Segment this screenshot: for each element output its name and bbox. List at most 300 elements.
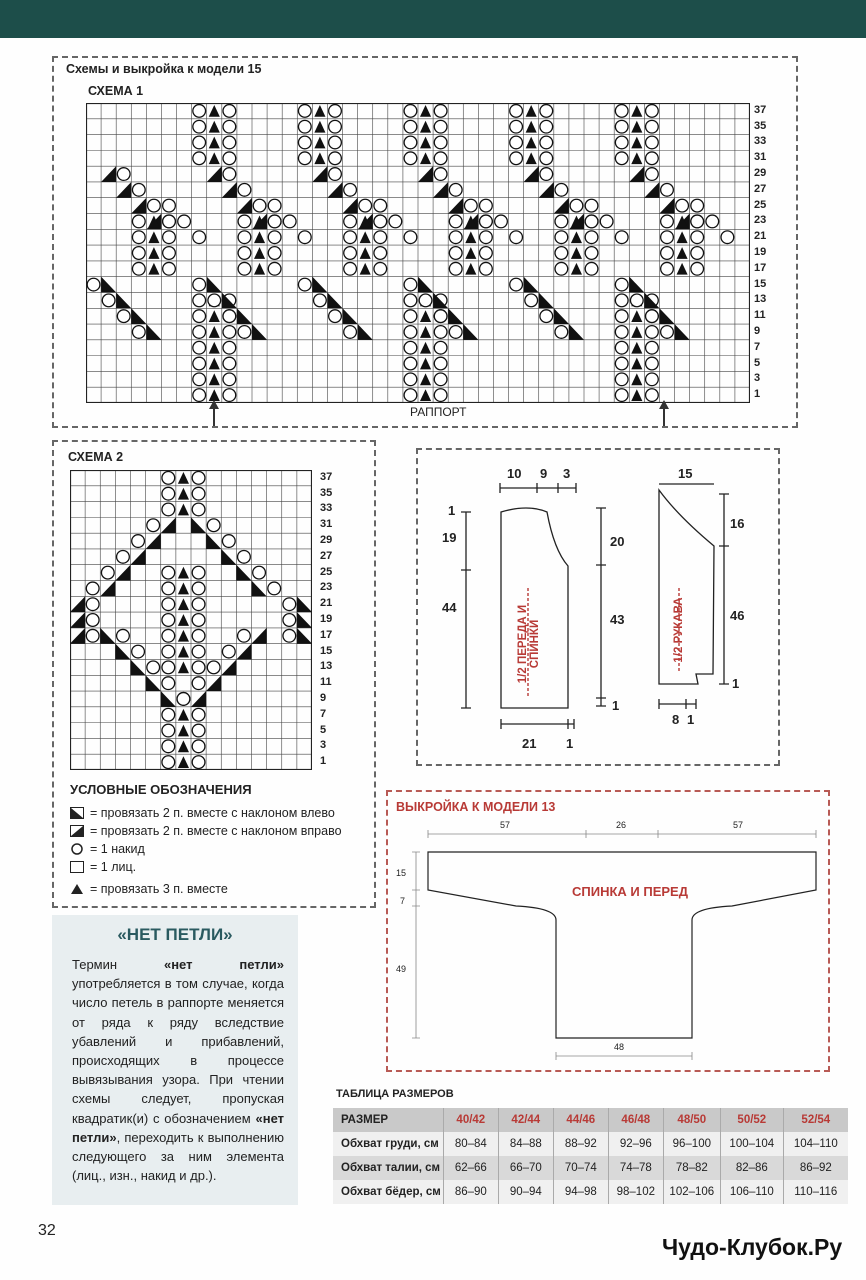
left-decrease-mark [221, 549, 236, 565]
yarn-over-mark [223, 310, 236, 323]
right-decrease-mark [252, 628, 267, 644]
triple-decrease-mark [465, 247, 476, 259]
yarn-over-mark [510, 152, 523, 165]
row-number: 37 [320, 470, 333, 483]
yarn-over-mark [223, 357, 236, 370]
yarn-over-mark [646, 357, 659, 370]
triple-decrease-mark [631, 389, 642, 401]
left-decrease-mark [629, 277, 644, 293]
yarn-over-mark [329, 152, 342, 165]
left-decrease-mark [146, 675, 161, 691]
left-decrease-mark [327, 292, 342, 308]
yarn-over-mark [192, 566, 205, 579]
left-decrease-mark [100, 628, 115, 644]
pattern13-drawing [386, 790, 830, 1072]
yarn-over-mark [329, 168, 342, 181]
triple-decrease-mark [526, 152, 537, 164]
triple-decrease-mark [465, 231, 476, 243]
yarn-over-mark [615, 389, 628, 402]
triple-decrease-mark [209, 121, 220, 133]
row-number: 13 [320, 660, 333, 673]
yarn-over-mark [132, 535, 145, 548]
right-decrease-mark [222, 182, 237, 198]
yarn-over-mark [162, 472, 175, 485]
right-decrease-mark [70, 596, 85, 612]
right-decrease-mark [448, 198, 463, 214]
yarn-over-mark [661, 326, 674, 339]
yarn-over-mark [449, 183, 462, 196]
yarn-over-mark [163, 199, 176, 212]
yarn-over-mark [193, 278, 206, 291]
top-banner [0, 0, 866, 38]
left-decrease-mark [161, 691, 176, 707]
left-decrease-mark [252, 324, 267, 340]
yarn-over-mark [434, 341, 447, 354]
yarn-over-mark [162, 629, 175, 642]
triple-decrease-mark [677, 263, 688, 275]
yarn-over-mark [193, 326, 206, 339]
yarn-over-mark [222, 645, 235, 658]
yarn-over-mark [434, 168, 447, 181]
yarn-over-mark [404, 341, 417, 354]
triple-decrease-mark [209, 152, 220, 164]
row-number: 31 [754, 151, 767, 164]
pattern15-drawing [416, 448, 780, 766]
triple-decrease-mark [631, 310, 642, 322]
right-decrease-mark [237, 198, 252, 214]
yarn-over-mark [132, 247, 145, 260]
triple-decrease-mark [209, 137, 220, 149]
yarn-over-mark [555, 262, 568, 275]
right-decrease-mark [659, 198, 674, 214]
yarn-over-mark [615, 278, 628, 291]
yarn-over-mark [646, 373, 659, 386]
row-number: 21 [320, 597, 333, 610]
yarn-over-mark [117, 629, 130, 642]
right-decrease-mark [115, 565, 130, 581]
left-decrease-mark [297, 612, 312, 628]
scheme2-title: СХЕМА 2 [68, 450, 124, 464]
yarn-over-mark [132, 645, 145, 658]
yarn-over-mark [223, 152, 236, 165]
yarn-over-mark [585, 215, 598, 228]
yarn-over-mark [222, 535, 235, 548]
left-decrease-mark [659, 308, 674, 324]
triple-decrease-mark [631, 358, 642, 370]
yarn-over-mark [193, 136, 206, 149]
yarn-over-mark [434, 152, 447, 165]
yarn-over-mark [646, 326, 659, 339]
yarn-over-mark [268, 199, 281, 212]
size-table-title: ТАБЛИЦА РАЗМЕРОВ [336, 1088, 454, 1100]
yarn-over-mark [207, 661, 220, 674]
triple-decrease-mark [148, 247, 159, 259]
right-decrease-mark [131, 549, 146, 565]
yarn-over-mark [193, 105, 206, 118]
triple-decrease-mark [178, 661, 189, 673]
right-decrease-mark [236, 644, 251, 660]
yarn-over-mark [615, 294, 628, 307]
yarn-over-mark [207, 519, 220, 532]
yarn-over-mark [238, 326, 251, 339]
right-decrease-mark [206, 675, 221, 691]
yarn-over-mark [661, 231, 674, 244]
yarn-over-mark [268, 582, 281, 595]
row-number: 15 [754, 277, 767, 290]
yarn-over-mark [691, 199, 704, 212]
row-number: 17 [754, 261, 767, 274]
repeat-label: РАППОРТ [410, 405, 467, 419]
yarn-over-mark [162, 582, 175, 595]
yarn-over-mark [283, 215, 296, 228]
yarn-over-mark [374, 199, 387, 212]
yarn-over-mark [359, 199, 372, 212]
yarn-over-mark [615, 231, 628, 244]
yarn-over-mark [162, 677, 175, 690]
yarn-over-mark [208, 294, 221, 307]
triple-decrease-mark [178, 614, 189, 626]
row-number: 13 [754, 293, 767, 306]
left-decrease-mark [297, 628, 312, 644]
row-number: 21 [754, 230, 767, 243]
yarn-over-mark [615, 341, 628, 354]
yarn-over-mark [555, 183, 568, 196]
yarn-over-mark [87, 278, 100, 291]
yarn-over-mark [344, 326, 357, 339]
row-number: 11 [320, 676, 332, 689]
repeat-start-arrow [213, 408, 215, 426]
row-number: 19 [320, 613, 333, 625]
row-number: 33 [320, 502, 333, 515]
row-number: 3 [754, 372, 761, 385]
triple-decrease-mark [571, 231, 582, 243]
yarn-over-mark [223, 120, 236, 133]
yarn-over-mark [298, 231, 311, 244]
yarn-over-mark [329, 310, 342, 323]
yarn-over-mark [86, 582, 99, 595]
yarn-over-mark [192, 724, 205, 737]
yarn-over-mark [193, 294, 206, 307]
yarn-over-mark [283, 598, 296, 611]
triple-decrease-mark [178, 646, 189, 658]
yarn-over-mark [540, 152, 553, 165]
yarn-over-mark [192, 708, 205, 721]
yarn-over-mark [193, 152, 206, 165]
yarn-over-mark [434, 310, 447, 323]
left-decrease-mark [252, 581, 267, 597]
yarn-over-mark [238, 215, 251, 228]
right-decrease-mark [100, 581, 115, 597]
yarn-over-mark [192, 582, 205, 595]
yarn-over-mark [449, 262, 462, 275]
half-front-back-label: 1/2 ПЕРЕДА И СПИНКИ [517, 604, 541, 684]
yarn-over-mark [555, 247, 568, 260]
size-table-header: РАЗМЕР 40/42 42/44 44/46 46/48 48/50 50/52 52/54 [333, 1108, 848, 1132]
left-decrease-mark [297, 596, 312, 612]
row-number: 5 [320, 723, 327, 736]
yarn-over-mark [404, 278, 417, 291]
yarn-over-mark [147, 661, 160, 674]
triple-decrease-mark [677, 247, 688, 259]
yarn-over-mark [585, 262, 598, 275]
legend-item-left-slant: = провязать 2 п. вместе с наклоном влево [70, 806, 335, 820]
scheme1-row-numbers [754, 103, 784, 403]
triple-decrease-mark [631, 137, 642, 149]
triple-decrease-mark [677, 231, 688, 243]
triple-decrease-mark [314, 137, 325, 149]
triple-decrease-mark [420, 105, 431, 117]
triple-decrease-mark [148, 263, 159, 275]
triple-decrease-mark [209, 373, 220, 385]
triple-decrease-mark [314, 105, 325, 117]
yarn-over-mark [192, 645, 205, 658]
left-decrease-mark [554, 308, 569, 324]
left-decrease-mark [463, 324, 478, 340]
yarn-over-mark [646, 136, 659, 149]
yarn-over-mark [193, 341, 206, 354]
right-decrease-mark [207, 166, 222, 182]
yarn-over-mark [163, 247, 176, 260]
yarn-over-mark [434, 373, 447, 386]
triple-decrease-mark [420, 358, 431, 370]
triple-decrease-mark [420, 326, 431, 338]
yarn-over-mark [706, 215, 719, 228]
yarn-over-mark [510, 120, 523, 133]
yarn-over-mark [192, 661, 205, 674]
yarn-over-mark [510, 136, 523, 149]
triple-decrease-mark [526, 137, 537, 149]
yarn-over-mark [117, 168, 130, 181]
triple-decrease-mark [178, 504, 189, 516]
yarn-over-mark [193, 373, 206, 386]
yarn-over-mark [480, 215, 493, 228]
yarn-over-mark [646, 310, 659, 323]
yarn-over-mark [298, 278, 311, 291]
yarn-over-mark [223, 168, 236, 181]
left-slant-decrease-icon [70, 807, 84, 819]
yarn-over-mark [404, 310, 417, 323]
row-number: 23 [320, 581, 333, 594]
right-decrease-mark [539, 182, 554, 198]
yarn-over-mark [298, 120, 311, 133]
triple-decrease-mark [254, 247, 265, 259]
yarn-over-mark [540, 136, 553, 149]
row-number: 33 [754, 135, 767, 148]
triple-decrease-mark [465, 263, 476, 275]
yarn-over-mark [162, 487, 175, 500]
triple-decrease-mark [631, 105, 642, 117]
triple-decrease-mark [209, 358, 220, 370]
triple-decrease-mark [526, 105, 537, 117]
right-decrease-mark [70, 612, 85, 628]
triple-decrease-mark [178, 598, 189, 610]
left-decrease-mark [101, 277, 116, 293]
yarn-over-mark [555, 215, 568, 228]
yarn-over-mark [661, 262, 674, 275]
left-decrease-mark [358, 324, 373, 340]
yarn-over-mark [555, 231, 568, 244]
row-number: 5 [754, 356, 761, 369]
left-decrease-mark [206, 533, 221, 549]
yarn-over-mark [540, 105, 553, 118]
yarn-over-mark [585, 247, 598, 260]
yarn-over-mark [344, 215, 357, 228]
yarn-over-mark [615, 373, 628, 386]
left-decrease-mark [343, 308, 358, 324]
yarn-over-mark [540, 310, 553, 323]
yarn-over-mark [86, 598, 99, 611]
yarn-over-mark [434, 357, 447, 370]
repeat-end-arrow [663, 408, 665, 426]
row-number: 7 [320, 707, 327, 720]
triple-decrease-mark [178, 583, 189, 595]
right-decrease-mark [524, 166, 539, 182]
triple-decrease-mark [178, 709, 189, 721]
row-number: 17 [320, 628, 333, 641]
yarn-over-mark [253, 566, 266, 579]
yarn-over-mark [162, 724, 175, 737]
legend-item-triple: = провязать 3 п. вместе [70, 882, 228, 896]
yarn-over-mark [344, 183, 357, 196]
left-decrease-mark [146, 324, 161, 340]
yarn-over-mark [404, 389, 417, 402]
right-decrease-mark [554, 198, 569, 214]
triple-decrease-mark [571, 263, 582, 275]
yarn-over-mark [132, 215, 145, 228]
yarn-over-mark [510, 231, 523, 244]
scheme2-chart [70, 470, 312, 770]
yarn-over-mark [661, 247, 674, 260]
yarn-over-mark [117, 550, 130, 563]
yarn-over-mark [404, 120, 417, 133]
triple-decrease-mark [178, 630, 189, 642]
yarn-over-mark [192, 598, 205, 611]
site-watermark: Чудо-Клубок.Ру [662, 1234, 843, 1260]
triple-decrease-mark [209, 310, 220, 322]
sidebar-text: Термин «нет петли» употребляется в том случае, когда число петель в раппорте меняется от ряда к ряду вследствие убавлений и прибавлений, происходящих в процессе вывязывания узора. При чтении схемы следует, пропуская квадратик(и) с обозначением «нет петли», переходить к выполнению следующего за ним элемента (лиц., изн., накид и др.). [72, 957, 284, 1184]
yarn-over-mark [101, 566, 114, 579]
yarn-over-mark [162, 740, 175, 753]
right-decrease-mark [433, 182, 448, 198]
yarn-over-mark [404, 294, 417, 307]
yarn-over-mark [404, 326, 417, 339]
yarn-over-mark [449, 326, 462, 339]
yarn-over-mark [223, 326, 236, 339]
triple-decrease-mark [360, 263, 371, 275]
yarn-over-mark [162, 645, 175, 658]
yarn-over-mark [132, 183, 145, 196]
right-decrease-mark [312, 166, 327, 182]
yarn-over-mark [480, 231, 493, 244]
yarn-over-mark [585, 199, 598, 212]
table-row: Обхват груди, см 80–84 84–88 88–92 92–96 96–100 100–104 104–110 [333, 1132, 848, 1156]
right-decrease-mark [327, 182, 342, 198]
yarn-over-mark [193, 231, 206, 244]
yarn-over-mark [253, 199, 266, 212]
row-number: 29 [754, 167, 767, 180]
yarn-over-mark [404, 357, 417, 370]
left-decrease-mark [312, 277, 327, 293]
yarn-over-mark [615, 105, 628, 118]
yarn-over-mark [570, 199, 583, 212]
triple-decrease-mark [571, 247, 582, 259]
right-decrease-mark [343, 198, 358, 214]
yarn-over-mark [404, 373, 417, 386]
right-decrease-mark [101, 166, 116, 182]
yarn-over-mark [132, 262, 145, 275]
triple-decrease-mark [420, 373, 431, 385]
yarn-over-mark [193, 389, 206, 402]
yarn-over-mark [193, 310, 206, 323]
yarn-over-mark [449, 231, 462, 244]
yarn-over-mark [404, 136, 417, 149]
yarn-over-mark [434, 136, 447, 149]
row-number: 7 [754, 340, 761, 353]
yarn-over-mark [177, 693, 190, 706]
yarn-over-mark [132, 231, 145, 244]
yarn-over-mark [162, 598, 175, 611]
legend-item-knit: = 1 лиц. [70, 860, 136, 874]
yarn-over-mark [238, 231, 251, 244]
yarn-over-mark [449, 215, 462, 228]
left-decrease-mark [539, 292, 554, 308]
right-decrease-mark [161, 517, 176, 533]
row-number: 1 [320, 755, 327, 768]
left-decrease-mark [675, 324, 690, 340]
yarn-over-mark [192, 503, 205, 516]
yarn-over-mark [434, 326, 447, 339]
sidebar-title: «НЕТ ПЕТЛИ» [117, 925, 233, 944]
yarn-over-mark [162, 503, 175, 516]
left-decrease-mark [524, 277, 539, 293]
right-decrease-mark [644, 182, 659, 198]
yarn-over-mark [585, 231, 598, 244]
pattern13-title: ВЫКРОЙКА К МОДЕЛИ 13 [396, 800, 556, 814]
yarn-over-mark [615, 310, 628, 323]
left-decrease-mark [131, 659, 146, 675]
yarn-over-mark [192, 629, 205, 642]
triple-decrease-mark [360, 231, 371, 243]
yarn-over-mark [283, 614, 296, 627]
triple-decrease-mark [178, 725, 189, 737]
yarn-over-mark [192, 677, 205, 690]
yarn-over-mark [615, 357, 628, 370]
yarn-over-mark [163, 231, 176, 244]
yarn-over-mark [661, 215, 674, 228]
yarn-over-mark [434, 389, 447, 402]
row-number: 19 [754, 246, 767, 258]
row-number: 27 [320, 549, 333, 562]
yarn-over-mark [86, 614, 99, 627]
right-decrease-mark [418, 166, 433, 182]
yarn-over-circle-icon [70, 843, 84, 855]
triple-decrease-mark [209, 105, 220, 117]
triple-decrease-mark [360, 247, 371, 259]
yarn-over-mark [192, 487, 205, 500]
yarn-over-mark [162, 661, 175, 674]
triple-decrease-mark [148, 231, 159, 243]
triple-decrease-mark [178, 472, 189, 484]
yarn-over-mark [132, 326, 145, 339]
legend-item-right-slant: = провязать 2 п. вместе с наклоном вправо [70, 824, 342, 838]
yarn-over-mark [389, 215, 402, 228]
legend-title: УСЛОВНЫЕ ОБОЗНАЧЕНИЯ [70, 782, 252, 797]
row-number: 37 [754, 103, 767, 116]
yarn-over-mark [268, 262, 281, 275]
yarn-over-mark [238, 262, 251, 275]
yarn-over-mark [374, 215, 387, 228]
yarn-over-mark [374, 262, 387, 275]
